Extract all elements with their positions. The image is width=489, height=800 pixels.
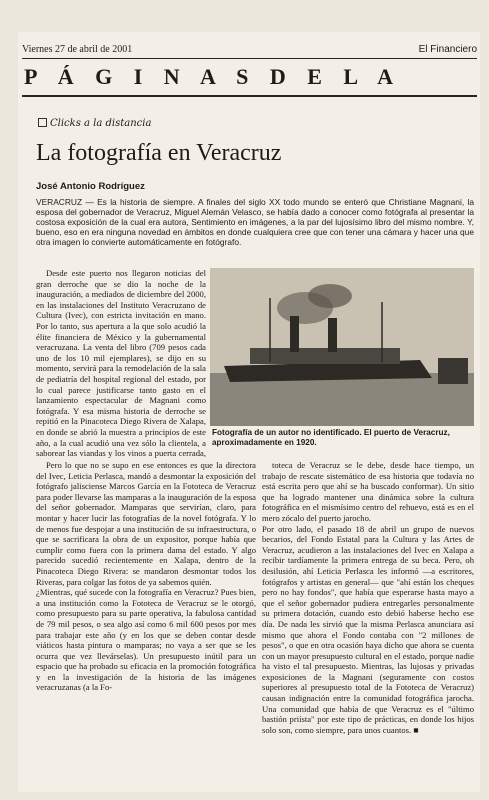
newspaper-name: El Financiero bbox=[418, 44, 477, 55]
photo-caption: Fotografía de un autor no identificado. El puerto de Veracruz, aproximadamente en 1920. bbox=[212, 428, 450, 447]
section-rule bbox=[22, 95, 477, 97]
kicker-label: Clicks a la distancia bbox=[50, 118, 152, 129]
kicker bbox=[38, 118, 151, 129]
article-column-1 bbox=[36, 268, 206, 458]
article-column-2 bbox=[262, 460, 474, 790]
section-title: P Á G I N A S D E L A bbox=[24, 64, 402, 89]
article-lead: VERACRUZ — Es la historia de siempre. A finales del siglo XX todo mundo se enteró que Christiane Magnani, la esposa del gobernador de Veracruz, Miguel Alemán Velasco, se había dado a conocer como fotógrafa al presentar la costosa exposición de la cual era autora, Sentimiento en imágenes, a la par del lujosísimo libro del mismo nombre. Y, bueno, eso en era ninguna novedad en ámbitos en donde cualquiera cree que con tener una cámara y hacer una que otra imagen lo convierte automáticamente en fotógrafo. bbox=[36, 197, 474, 247]
column-1b-text: Pero lo que no se supo en ese entonces es que la directora del Ivec, Leticia Perlasca, mandó a desmontar la exposición del fotógrafo jalisciense Marcos García en la Fototeca de Veracruz para poder llevarse las mamparas a la inauguración de la esposa del señor gobernador. Mamparas que servirían, claro, para montar y hacer lucir las fotografías de la novel fotógrafa. Y lo de menos fue despojar a una institución de su infraestructura, o que se sacrificara la obra de un expositor, porque había que cumplir como fuera con la primera dama del estado. Y algo parecido sucedió recientemente en Xalapa, dentro de la Pinacoteca Diego Rivera: se mandaron desmontar todos los Riveras, para colgar las fotos de ya sabemos quién. ¿Mientras, qué sucede con la fotografía en Veracruz? Pues bien, a una institución como la Fototeca de Veracruz se le otorgó, como presupuesto para su parte operativa, la fabulosa cantidad de 79 mil pesos, o sea algo así como 6 mil 600 pesos por mes para trabajar este año (y en los que se deben contar desde viáticos hasta pintura o mamparas; no vaya a ser que se les ocurra que vez llevárselas). Un presupuesto inútil para un espacio que ha probado su eficacia en la promoción fotográfica y en la investigación de la historia de las imágenes veracruzanas (a la Fo- bbox=[36, 460, 256, 693]
header-rule bbox=[22, 58, 477, 59]
column-2-text: toteca de Veracruz se le debe, desde hace tiempo, un trabajo de rescate sistemático de esa historia que todavía no está escrita pero que ahí se ha buscado conformar). Un sitio que ha logrado mantener una dinámica sobre la cultura fotográfica en el mismísimo centro del rehuevo, está es en el mero zócalo del puerto jarocho. Por otro lado, el pasado 18 de abril un grupo de nuevos becarios, del Fondo Estatal para la Cultura y las Artes de Veracruz, acudieron a las instalaciones del Ivec en Xalapa a recibir tardíamente la primera entrega de su beca. Pero, oh desilusión, ahí Leticia Perlasca les informó —a escritores, fotógrafos y artistas en general— que "ahí están los cheques pero no hay fondos", que había que esperarse hasta mayo a que el señor gobernador pudiera entregarles personalmente su primera dotación, cuando esto debió haberse hecho ese día. De nada les sirvió que la misma Perlasca anunciara así mismo que ahora el Fondo contaba con "2 millones de pesos", o que en otra ocasión haya dicho que ahora se cuenta con un mayor presupuesto cultural en el estado, porque nadie ha visto el tal presupuesto. Mientras, las lujosas y privadas exposiciones de la Magnani (seguramente con costos superiores al presupuesto total de la Fototeca de Veracruz) causan indignación entre la comunidad fotográfica jarocha. Una comunidad que había de que Veracruz es el "último bastión priísta" por este tipo de prácticas, en donde los hijos solo son, como siempre, para unos cuantos. ■ bbox=[262, 460, 474, 735]
steamship-illustration-icon bbox=[210, 268, 474, 426]
issue-date: Viernes 27 de abril de 2001 bbox=[22, 44, 133, 55]
page-header bbox=[22, 44, 477, 55]
article-title: La fotografía en Veracruz bbox=[36, 140, 282, 166]
article-author: José Antonio Rodríguez bbox=[36, 181, 145, 192]
checkbox-glyph-icon bbox=[38, 118, 47, 127]
article-column-1-continued bbox=[36, 460, 256, 790]
harbor-photo bbox=[210, 268, 474, 426]
column-1-text: Desde este puerto nos llegaron noticias del gran derroche que se dio la noche de la inauguración, a mediados de diciembre del 2000, en las instalaciones del Instituto Veracruzano de Cultura (Ivec), con estricta invitación en mano. Por lo tanto, sus apertura a la que solo acudió la élite financiera de México y la gubernamental veracruzana. La venta del libro (709 pesos cada uno de los 10 mil ejemplares), se dijo en su momento, servirá para la remodelación de la sala de pediatría del hospital regional del estado, por lo cual parece justificarse tanto gasto en el lanzamiento espectacular de Magnani como fotógrafa. Y esa misma historia de derroche se repitió en la Pinacoteca Diego Rivera de Xalapa, en donde se abrió la muestra a principios de este año, a la cual acudió una vez sólo la clientela, a saborear las viandas y los vinos a puerta cerrada, bbox=[36, 268, 206, 458]
